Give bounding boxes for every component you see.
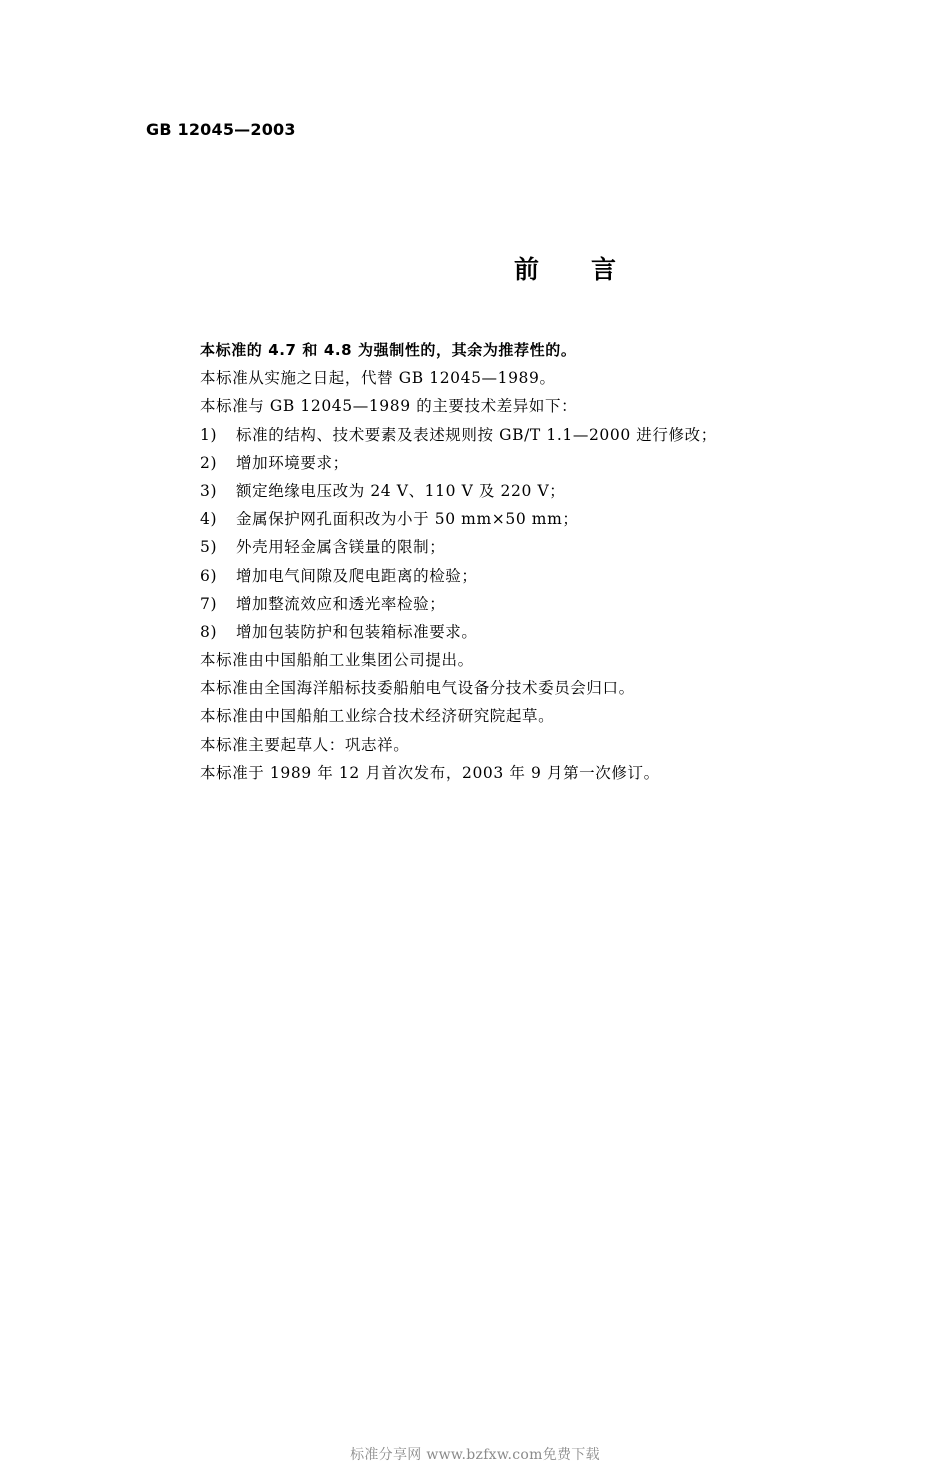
list-item <box>200 421 820 449</box>
list-item-text: 增加整流效应和透光率检验； <box>236 594 446 613</box>
list-item-text: 外壳用轻金属含镁量的限制； <box>236 538 446 557</box>
list-item <box>200 562 820 590</box>
list-item-text: 增加电气间隙及爬电距离的检验； <box>236 566 478 585</box>
footer-watermark: 标准分享网 www.bzfxw.com免费下载 <box>350 1447 600 1463</box>
list-item-number: 7) <box>200 594 218 613</box>
drafter-statement: 本标准主要起草人：巩志祥。 <box>200 735 410 754</box>
drafting-unit-statement: 本标准由中国船舶工业综合技术经济研究院起草。 <box>200 707 555 726</box>
list-item-text: 额定绝缘电压改为 24 V、110 V 及 220 V； <box>236 481 566 500</box>
list-item <box>200 618 820 646</box>
list-item-text: 增加环境要求； <box>236 453 349 472</box>
list-item <box>200 533 820 561</box>
list-item <box>200 449 820 477</box>
list-item-number: 8) <box>200 622 218 641</box>
standard-code: GB 12045—2003 <box>146 120 296 139</box>
list-item-number: 6) <box>200 566 218 585</box>
list-item-text: 增加包装防护和包装箱标准要求。 <box>236 622 478 641</box>
list-item-text: 标准的结构、技术要素及表述规则按 GB/T 1.1—2000 进行修改； <box>236 425 717 444</box>
replacement-statement: 本标准从实施之日起，代替 GB 12045—1989。 <box>200 369 556 388</box>
list-item <box>200 505 820 533</box>
publication-history-statement: 本标准于 1989 年 12 月首次发布，2003 年 9 月第一次修订。 <box>200 763 660 782</box>
foreword-body <box>200 336 820 787</box>
proposer-statement: 本标准由中国船舶工业集团公司提出。 <box>200 651 474 670</box>
list-item-number: 3) <box>200 481 218 500</box>
list-item-number: 2) <box>200 453 218 472</box>
list-item <box>200 590 820 618</box>
list-item-text: 金属保护网孔面积改为小于 50 mm×50 mm； <box>236 510 579 529</box>
page-title: 前言 <box>514 255 669 284</box>
list-item-number: 4) <box>200 510 218 529</box>
list-item-number: 5) <box>200 538 218 557</box>
differences-intro: 本标准与 GB 12045—1989 的主要技术差异如下： <box>200 397 578 416</box>
list-item <box>200 477 820 505</box>
committee-statement: 本标准由全国海洋船标技委船舶电气设备分技术委员会归口。 <box>200 679 635 698</box>
list-item-number: 1) <box>200 425 218 444</box>
mandatory-clause-statement: 本标准的 4.7 和 4.8 为强制性的，其余为推荐性的。 <box>200 341 577 359</box>
